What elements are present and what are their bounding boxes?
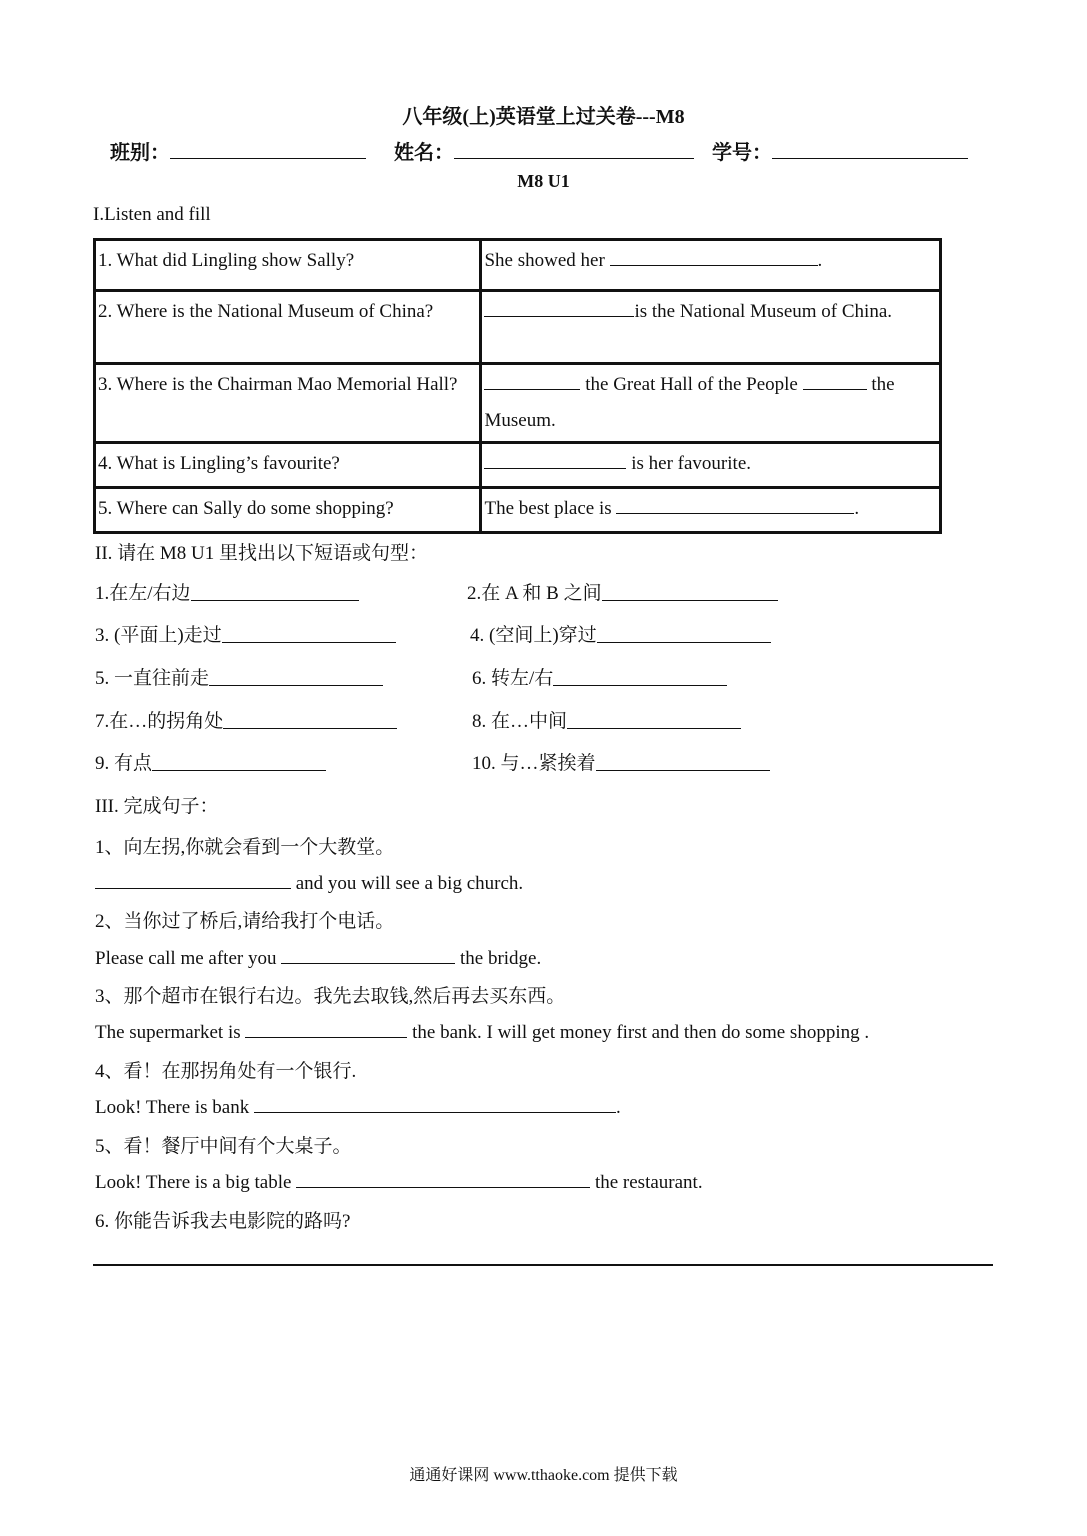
sentence-text: and you will see a big church. (291, 873, 524, 894)
sentence-text: the bridge. (455, 948, 542, 969)
phrase-item (472, 748, 770, 775)
answer-blank (484, 298, 634, 317)
answer-text: . (854, 498, 860, 519)
phrase-item (95, 620, 396, 647)
answer-blank (610, 247, 818, 266)
answer-cell (481, 364, 941, 443)
phrase-blank (222, 624, 396, 643)
answer-blank (484, 371, 580, 390)
phrase-item (95, 663, 383, 690)
phrase-item (472, 706, 741, 733)
answer-cell (481, 488, 941, 533)
section2-heading: II. 请在 M8 U1 里找出以下短语或句型： (95, 543, 429, 564)
phrase-blank (567, 710, 741, 729)
answer-line (93, 1264, 993, 1266)
sentence-text: The supermarket is (95, 1022, 246, 1043)
phrase-label: 1.在左/右边 (95, 583, 191, 604)
answer-cell (481, 291, 941, 364)
phrase-blank (596, 752, 770, 771)
number-blank (772, 138, 968, 159)
answer-cell (481, 240, 941, 291)
footer-text: 通通好课网 www.tthaoke.com 提供下载 (409, 1467, 678, 1484)
sentence-chinese: 4、看！在那拐角处有一个银行. (95, 1061, 357, 1082)
phrase-blank (152, 752, 326, 771)
answer-text: She showed her (484, 250, 610, 271)
table-row (95, 291, 941, 364)
phrase-item (95, 706, 397, 733)
answer-text: is her favourite. (626, 453, 751, 474)
question-cell: 5. Where can Sally do some shopping? (95, 488, 481, 533)
table-row (95, 364, 941, 443)
sentence-chinese: 1、向左拐,你就会看到一个大教堂。 (95, 837, 395, 858)
student-info-row (110, 136, 968, 165)
phrase-item (472, 663, 727, 690)
phrase-label: 7.在…的拐角处 (95, 711, 224, 732)
class-label: 班别： (110, 142, 170, 164)
sentence-text: . (616, 1097, 621, 1118)
phrase-label: 9. 有点 (95, 753, 153, 774)
phrase-label: 10. 与…紧挨着 (472, 753, 596, 774)
phrase-label: 4. (空间上)穿过 (470, 625, 597, 646)
phrase-label: 8. 在…中间 (472, 711, 568, 732)
answer-text: the Museum. (484, 374, 895, 431)
sentence-chinese: 3、那个超市在银行右边。我先去取钱,然后再去买东西。 (95, 986, 566, 1007)
class-blank (170, 138, 366, 159)
phrase-blank (602, 582, 778, 601)
sentence-text: Look! There is a big table (95, 1172, 297, 1193)
answer-blank (484, 450, 626, 469)
phrase-item (95, 578, 359, 605)
phrase-item (467, 578, 778, 605)
answer-text: the Great Hall of the People (580, 374, 803, 395)
page-title: 八年级(上)英语堂上过关卷---M8 (402, 106, 685, 128)
sentence-blank (296, 1169, 590, 1188)
sentence-blank (254, 1094, 616, 1113)
phrase-blank (223, 710, 397, 729)
table-row (95, 443, 941, 488)
answer-text: The best place is (484, 498, 617, 519)
section3-heading: III. 完成句子： (95, 796, 219, 817)
phrase-item (95, 748, 326, 775)
sentence-chinese: 5、看！餐厅中间有个大桌子。 (95, 1136, 352, 1157)
sentence-text: the bank. I will get money first and then do some shopping . (407, 1022, 870, 1043)
phrase-blank (191, 582, 359, 601)
phrase-label: 6. 转左/右 (472, 668, 554, 689)
unit-subtitle: M8 U1 (517, 171, 570, 191)
phrase-label: 5. 一直往前走 (95, 668, 210, 689)
listen-fill-table (93, 238, 942, 534)
sentence-blank (95, 870, 291, 889)
sentence-chinese: 2、当你过了桥后,请给我打个电话。 (95, 911, 395, 932)
question-cell: 3. Where is the Chairman Mao Memorial Hall? (95, 364, 481, 443)
question-cell: 4. What is Lingling’s favourite? (95, 443, 481, 488)
number-label: 学号： (712, 142, 772, 164)
table-row (95, 488, 941, 533)
sentence-text: the restaurant. (590, 1172, 703, 1193)
sentence-english (95, 1094, 621, 1119)
sentence-text: Please call me after you (95, 948, 282, 969)
table-row (95, 240, 941, 291)
answer-text: is the National Museum of China. (634, 301, 893, 322)
sentence-english (95, 870, 523, 895)
sentence-blank (245, 1019, 407, 1038)
name-label: 姓名： (394, 142, 454, 164)
sentence-english (95, 1169, 703, 1194)
sentence-blank (281, 945, 455, 964)
phrase-item (470, 620, 771, 647)
name-blank (454, 138, 694, 159)
phrase-blank (553, 667, 727, 686)
sentence-chinese: 6. 你能告诉我去电影院的路吗? (95, 1211, 351, 1232)
question-cell: 2. Where is the National Museum of China? (95, 291, 481, 364)
sentence-english (95, 1019, 869, 1044)
answer-blank (616, 495, 854, 514)
section1-heading: I.Listen and fill (93, 204, 211, 225)
answer-text: . (817, 250, 823, 271)
phrase-blank (209, 667, 383, 686)
sentence-english (95, 945, 541, 970)
phrase-label: 3. (平面上)走过 (95, 625, 222, 646)
sentence-text: Look! There is bank (95, 1097, 254, 1118)
phrase-blank (597, 624, 771, 643)
answer-blank (803, 371, 867, 390)
question-cell: 1. What did Lingling show Sally? (95, 240, 481, 291)
answer-cell (481, 443, 941, 488)
phrase-label: 2.在 A 和 B 之间 (467, 583, 602, 604)
